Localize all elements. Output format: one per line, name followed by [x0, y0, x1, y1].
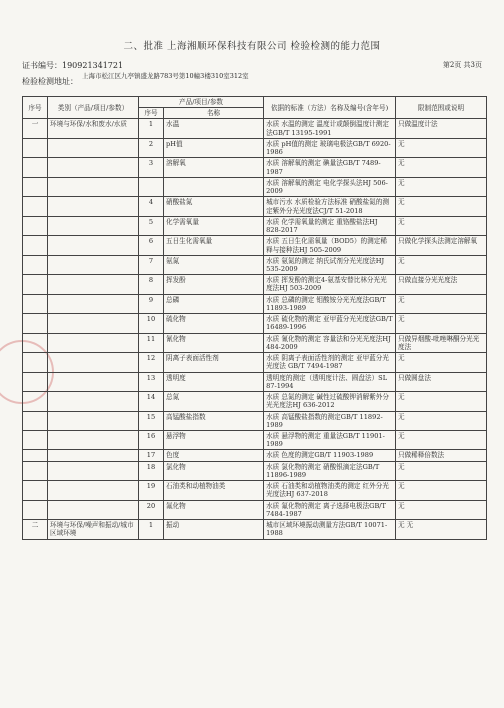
row-category	[48, 294, 139, 313]
row-item-name: 透明度	[164, 372, 264, 391]
header-product-group: 产品/项目/参数	[138, 97, 263, 108]
row-seq	[23, 392, 48, 411]
row-seq	[23, 430, 48, 449]
row-seq	[23, 275, 48, 294]
row-category	[48, 450, 139, 461]
row-item-name: pH值	[164, 138, 264, 157]
row-item-name: 化学需氧量	[164, 216, 264, 235]
row-item-no: 15	[138, 411, 163, 430]
row-standard: 水质 pH值的测定 玻璃电极法GB/T 6920-1986	[264, 138, 396, 157]
row-limit: 无	[395, 481, 486, 500]
row-item-no: 12	[138, 353, 163, 372]
row-limit: 无	[395, 430, 486, 449]
row-seq: 一	[23, 119, 48, 138]
row-category	[48, 197, 139, 216]
row-item-no: 16	[138, 430, 163, 449]
header-seq: 序号	[23, 97, 48, 119]
row-category	[48, 216, 139, 235]
row-standard: 水质 色度的测定GB/T 11903-1989	[264, 450, 396, 461]
row-category	[48, 275, 139, 294]
row-item-name: 硝酸盐氮	[164, 197, 264, 216]
row-item-name: 氰化物	[164, 333, 264, 352]
row-seq	[23, 461, 48, 480]
table-row	[23, 275, 487, 294]
row-item-no: 5	[138, 216, 163, 235]
row-limit: 无 无	[395, 520, 486, 539]
row-standard: 水质 硫化物的测定 亚甲蓝分光光度法GB/T 16489-1996	[264, 314, 396, 333]
header-limit: 限制范围或说明	[395, 97, 486, 119]
row-category	[48, 177, 139, 196]
row-item-name: 悬浮物	[164, 430, 264, 449]
row-seq	[23, 197, 48, 216]
row-item-no: 2	[138, 138, 163, 157]
row-standard: 水质 高锰酸盐指数的测定GB/T 11892-1989	[264, 411, 396, 430]
row-item-no: 7	[138, 255, 163, 274]
table-row	[23, 158, 487, 177]
table-row	[23, 333, 487, 352]
row-standard: 水质 氰化物的测定 容量法和分光光度法HJ 484-2009	[264, 333, 396, 352]
row-item-no: 10	[138, 314, 163, 333]
row-limit: 只做化学探头法测定溶解氧	[395, 236, 486, 255]
row-category	[48, 392, 139, 411]
row-limit: 无	[395, 314, 486, 333]
table-row	[23, 216, 487, 235]
row-item-name: 氟化物	[164, 500, 264, 519]
row-limit: 无	[395, 255, 486, 274]
address-label: 检验检测地址：	[22, 77, 78, 86]
row-seq	[23, 216, 48, 235]
row-item-no	[138, 177, 163, 196]
row-limit: 无	[395, 392, 486, 411]
row-category: 环境与环保/水和废水/水质	[48, 119, 139, 138]
row-item-no: 17	[138, 450, 163, 461]
row-item-name: 氨氮	[164, 255, 264, 274]
address-line	[22, 72, 492, 87]
row-limit: 只做温度计法	[395, 119, 486, 138]
row-category	[48, 255, 139, 274]
row-category	[48, 158, 139, 177]
certificate-number: 190921341721	[62, 61, 124, 70]
row-item-no: 18	[138, 461, 163, 480]
row-standard: 城市污水 水质检验方法标准 硝酸盐氮的测定紫外分光光度法CJ/T 51-2018	[264, 197, 396, 216]
row-item-name: 振动	[164, 520, 264, 539]
table-row	[23, 500, 487, 519]
row-limit: 无	[395, 461, 486, 480]
table-row	[23, 294, 487, 313]
row-item-name: 色度	[164, 450, 264, 461]
table-row	[23, 353, 487, 372]
row-item-name: 水温	[164, 119, 264, 138]
table-row	[23, 119, 487, 138]
table-row	[23, 236, 487, 255]
row-item-name	[164, 177, 264, 196]
row-item-name: 高锰酸盐指数	[164, 411, 264, 430]
row-standard: 城市区域环境振动测量方法GB/T 10071-1988	[264, 520, 396, 539]
table-row	[23, 411, 487, 430]
row-limit: 无	[395, 353, 486, 372]
row-standard: 水质 化学需氧量的测定 重铬酸盐法HJ 828-2017	[264, 216, 396, 235]
table-row	[23, 197, 487, 216]
header-standard: 依据的标准（方法）名称及编号(含年号)	[264, 97, 396, 119]
row-standard: 水质 悬浮物的测定 重量法GB/T 11901-1989	[264, 430, 396, 449]
row-category	[48, 411, 139, 430]
row-category	[48, 461, 139, 480]
row-standard: 水质 水温的测定 温度计或颠倒温度计测定法GB/T 13195-1991	[264, 119, 396, 138]
row-category: 环境与环保/噪声和振动/城市区域环境	[48, 520, 139, 539]
row-item-no: 3	[138, 158, 163, 177]
row-item-no: 1	[138, 520, 163, 539]
row-seq	[23, 255, 48, 274]
row-seq	[23, 353, 48, 372]
row-limit: 无	[395, 500, 486, 519]
row-seq	[23, 177, 48, 196]
row-item-name: 氯化物	[164, 461, 264, 480]
header-item-name: 名称	[164, 108, 264, 119]
row-item-no: 19	[138, 481, 163, 500]
row-category	[48, 333, 139, 352]
row-seq	[23, 411, 48, 430]
header-item-seq: 序号	[138, 108, 163, 119]
row-standard: 水质 溶解氧的测定 碘量法GB/T 7489-1987	[264, 158, 396, 177]
row-item-name: 硫化物	[164, 314, 264, 333]
table-row	[23, 372, 487, 391]
row-item-name: 石油类和动植物油类	[164, 481, 264, 500]
row-category	[48, 500, 139, 519]
row-seq	[23, 158, 48, 177]
row-limit: 无	[395, 216, 486, 235]
row-limit: 无	[395, 138, 486, 157]
row-standard: 水质 溶解氧的测定 电化学探头法HJ 506-2009	[264, 177, 396, 196]
page-title: 二、批准 上海湘顺环保科技有限公司 检验检测的能力范围	[123, 41, 381, 52]
row-seq	[23, 236, 48, 255]
table-row	[23, 481, 487, 500]
table-row	[23, 520, 487, 539]
page-number: 第2页 共3页	[442, 61, 482, 69]
row-category	[48, 372, 139, 391]
row-limit: 无	[395, 411, 486, 430]
row-limit: 只做异烟酸-吡唑啉酮分光光度法	[395, 333, 486, 352]
table-row	[23, 430, 487, 449]
row-limit: 无	[395, 158, 486, 177]
row-seq: 二	[23, 520, 48, 539]
row-standard: 水质 氨氮的测定 纳氏试剂分光光度法HJ 535-2009	[264, 255, 396, 274]
row-item-no: 9	[138, 294, 163, 313]
row-item-name: 五日生化需氧量	[164, 236, 264, 255]
row-seq	[23, 500, 48, 519]
row-item-no: 20	[138, 500, 163, 519]
table-row	[23, 392, 487, 411]
row-seq	[23, 481, 48, 500]
row-item-no: 6	[138, 236, 163, 255]
row-standard: 透明度的测定（透明度计法、圆盘法）SL 87-1994	[264, 372, 396, 391]
row-item-no: 11	[138, 333, 163, 352]
row-item-no: 13	[138, 372, 163, 391]
certificate-line	[22, 60, 482, 71]
row-seq	[23, 294, 48, 313]
capability-table	[22, 96, 487, 540]
row-standard: 水质 总氮的测定 碱性过硫酸钾消解紫外分光光度法HJ 636-2012	[264, 392, 396, 411]
row-item-name: 阴离子表面活性剂	[164, 353, 264, 372]
row-item-name: 挥发酚	[164, 275, 264, 294]
certificate-label: 证书编号：	[22, 61, 62, 70]
address-value: 上海市松江区九亭镇盛龙路783号第10幢3楼310室312室	[82, 72, 249, 80]
row-category	[48, 236, 139, 255]
row-item-name: 溶解氧	[164, 158, 264, 177]
row-limit: 无	[395, 294, 486, 313]
row-standard: 水质 五日生化需氧量（BOD5）的测定稀释与接种法HJ 505-2009	[264, 236, 396, 255]
row-standard: 水质 阴离子表面活性剂的测定 亚甲蓝分光光度法 GB/T 7494-1987	[264, 353, 396, 372]
row-category	[48, 481, 139, 500]
row-limit: 只做圆盘法	[395, 372, 486, 391]
row-limit: 只做直接分光光度法	[395, 275, 486, 294]
row-standard: 水质 石油类和动植物油类的测定 红外分光光度法HJ 637-2018	[264, 481, 396, 500]
row-seq	[23, 450, 48, 461]
table-row	[23, 177, 487, 196]
table-row	[23, 255, 487, 274]
row-item-name: 总氮	[164, 392, 264, 411]
row-standard: 水质 氯化物的测定 硝酸银滴定法GB/T 11896-1989	[264, 461, 396, 480]
row-seq	[23, 333, 48, 352]
row-limit: 只做稀释倍数法	[395, 450, 486, 461]
row-category	[48, 314, 139, 333]
row-limit: 无	[395, 197, 486, 216]
row-item-name: 总磷	[164, 294, 264, 313]
row-item-no: 14	[138, 392, 163, 411]
table-row	[23, 450, 487, 461]
row-category	[48, 353, 139, 372]
row-limit: 无	[395, 177, 486, 196]
row-standard: 水质 氟化物的测定 离子选择电极法GB/T 7484-1987	[264, 500, 396, 519]
table-row	[23, 314, 487, 333]
header-category: 类别（产品/项目/参数）	[48, 97, 139, 119]
row-seq	[23, 372, 48, 391]
row-standard: 水质 挥发酚的测定4-氨基安替比林分光光度法HJ 503-2009	[264, 275, 396, 294]
row-item-no: 1	[138, 119, 163, 138]
table-row	[23, 138, 487, 157]
row-category	[48, 138, 139, 157]
row-seq	[23, 314, 48, 333]
row-item-no: 8	[138, 275, 163, 294]
row-standard: 水质 总磷的测定 钼酸铵分光光度法GB/T 11893-1989	[264, 294, 396, 313]
table-row	[23, 461, 487, 480]
row-seq	[23, 138, 48, 157]
row-item-no: 4	[138, 197, 163, 216]
row-category	[48, 430, 139, 449]
